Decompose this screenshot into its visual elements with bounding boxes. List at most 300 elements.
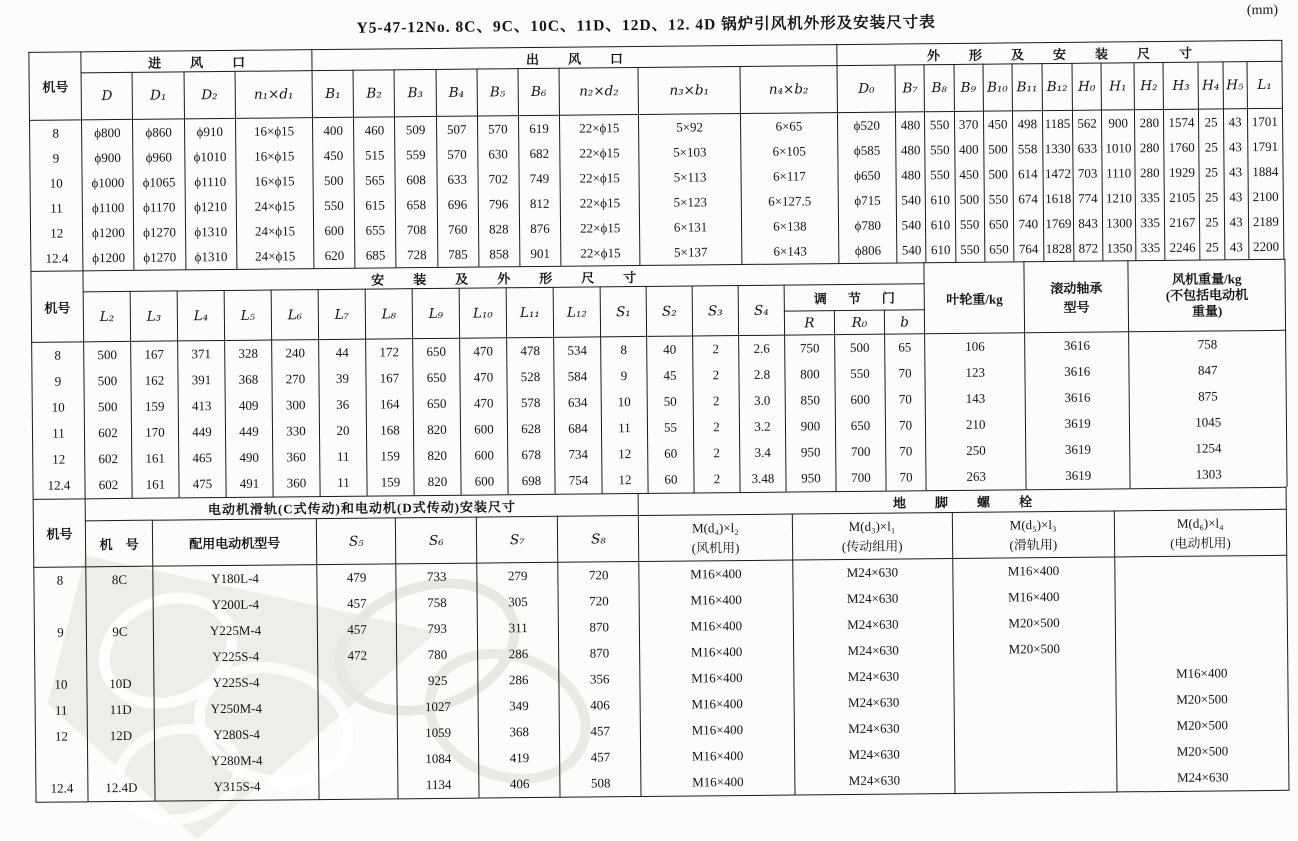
data-cell: 733 bbox=[396, 563, 477, 590]
data-cell: Y250M-4 bbox=[154, 695, 318, 723]
data-cell: 528 bbox=[507, 364, 554, 390]
data-cell: ϕ650 bbox=[838, 163, 896, 189]
data-cell: ϕ860 bbox=[133, 119, 184, 145]
data-cell: 12.4 bbox=[36, 775, 88, 802]
data-cell: 2100 bbox=[1248, 184, 1284, 209]
data-cell: M16×400 bbox=[641, 717, 794, 744]
data-cell: 123 bbox=[925, 359, 1025, 386]
data-cell: 3616 bbox=[1025, 332, 1129, 359]
data-cell: 498 bbox=[1012, 111, 1042, 137]
data-cell: 43 bbox=[1223, 159, 1247, 184]
data-cell: 450 bbox=[954, 162, 983, 187]
data-cell: 550 bbox=[835, 361, 885, 387]
data-cell: 1084 bbox=[398, 746, 479, 773]
data-cell: 1210 bbox=[1102, 185, 1135, 210]
data-cell: 24×ϕ15 bbox=[236, 243, 314, 269]
data-cell: 702 bbox=[478, 166, 519, 191]
data-cell: 2 bbox=[693, 388, 739, 414]
data-cell: 847 bbox=[1129, 357, 1286, 385]
data-cell: 3616 bbox=[1025, 384, 1129, 411]
data-cell: 550 bbox=[925, 162, 954, 187]
data-cell: 650 bbox=[835, 413, 885, 439]
data-cell bbox=[319, 746, 398, 773]
data-cell: 159 bbox=[367, 443, 414, 469]
data-cell: 12 bbox=[33, 446, 85, 472]
data-cell: M16×400 bbox=[1115, 660, 1288, 688]
data-cell: 728 bbox=[396, 242, 437, 267]
header-cell: D bbox=[81, 72, 133, 119]
data-cell: 843 bbox=[1073, 211, 1102, 236]
data-cell: 2167 bbox=[1165, 210, 1200, 235]
data-cell: 167 bbox=[131, 341, 178, 368]
data-cell: 1303 bbox=[1130, 461, 1287, 489]
data-cell: 270 bbox=[272, 366, 319, 392]
data-cell: 480 bbox=[896, 162, 925, 187]
header-cell: 进 风 口 bbox=[81, 50, 312, 73]
data-cell: 330 bbox=[272, 418, 319, 444]
data-cell: 478 bbox=[507, 337, 554, 364]
data-cell: 457 bbox=[317, 616, 396, 643]
data-cell: 760 bbox=[437, 217, 478, 242]
data-cell bbox=[954, 687, 1116, 715]
data-cell: 558 bbox=[1012, 136, 1042, 161]
data-cell: 10 bbox=[32, 394, 84, 420]
data-cell: ϕ1010 bbox=[184, 144, 235, 169]
data-cell: 167 bbox=[366, 365, 413, 391]
data-cell: 559 bbox=[395, 142, 436, 167]
header-cell: D₀ bbox=[837, 65, 896, 113]
header-cell: n₂×d₂ bbox=[559, 67, 639, 115]
data-cell: 25 bbox=[1199, 134, 1223, 159]
header-cell: M(d₆)×l₄ (电动机用) bbox=[1114, 509, 1287, 557]
data-cell: 600 bbox=[461, 468, 508, 494]
data-cell: 925 bbox=[397, 668, 478, 695]
data-cell: 650 bbox=[413, 365, 460, 391]
data-cell: 900 bbox=[1102, 110, 1135, 136]
data-cell: 1472 bbox=[1043, 161, 1073, 186]
data-cell: M24×630 bbox=[793, 663, 953, 691]
data-cell: 628 bbox=[507, 416, 554, 442]
header-cell: 机号 bbox=[33, 499, 86, 567]
header-cell: n₁×d₁ bbox=[235, 71, 313, 119]
data-cell: 5×113 bbox=[639, 164, 741, 190]
data-cell: 570 bbox=[477, 116, 518, 142]
data-cell: 43 bbox=[1223, 134, 1247, 159]
data-cell: 562 bbox=[1072, 110, 1101, 136]
data-cell: 633 bbox=[437, 167, 478, 192]
data-cell: 1059 bbox=[398, 720, 479, 747]
data-cell: 240 bbox=[272, 340, 319, 367]
data-cell: 2189 bbox=[1248, 209, 1284, 234]
data-cell: 785 bbox=[437, 242, 478, 267]
data-cell: 311 bbox=[478, 615, 559, 642]
header-cell: L₇ bbox=[318, 289, 365, 339]
header-cell: n₄×b₂ bbox=[740, 66, 838, 114]
data-cell: 11 bbox=[32, 420, 84, 446]
data-cell: 3619 bbox=[1026, 462, 1130, 489]
header-cell: 出 风 口 bbox=[312, 45, 837, 71]
data-cell: 12 bbox=[602, 467, 648, 493]
data-cell: 610 bbox=[926, 187, 955, 212]
header-cell: H₂ bbox=[1134, 62, 1164, 109]
data-cell: 620 bbox=[314, 243, 355, 268]
data-cell: 286 bbox=[478, 667, 559, 694]
data-cell: 335 bbox=[1136, 210, 1165, 235]
data-cell: 8 bbox=[601, 336, 647, 363]
header-cell: 机 号 bbox=[85, 520, 152, 567]
data-cell: 540 bbox=[897, 212, 926, 237]
header-cell: 配用电动机型号 bbox=[152, 519, 317, 567]
data-cell: M16×400 bbox=[640, 691, 793, 718]
table-title: Y5-47-12No. 8C、9C、10C、11D、12D、12. 4D 锅炉引风机外形及安装尺寸表 bbox=[356, 14, 936, 37]
data-cell: 413 bbox=[178, 393, 225, 419]
data-cell: 12 bbox=[35, 723, 87, 749]
data-cell: 633 bbox=[1073, 136, 1102, 161]
data-cell: ϕ1200 bbox=[83, 245, 134, 270]
header-cell: S₁ bbox=[600, 286, 646, 336]
data-cell: 3.48 bbox=[740, 466, 786, 492]
data-cell: 1701 bbox=[1247, 108, 1283, 134]
data-cell: 65 bbox=[885, 334, 925, 361]
data-cell: 210 bbox=[926, 411, 1026, 438]
data-cell: M20×500 bbox=[1116, 738, 1289, 766]
data-cell: M16×400 bbox=[953, 583, 1115, 611]
data-cell: 465 bbox=[179, 445, 226, 471]
data-cell: 602 bbox=[85, 472, 132, 498]
data-cell: 11 bbox=[30, 195, 82, 220]
data-cell: 1618 bbox=[1043, 186, 1073, 211]
data-cell: ϕ1000 bbox=[82, 170, 133, 195]
data-cell: 479 bbox=[317, 564, 396, 591]
data-cell: M16×400 bbox=[641, 743, 794, 770]
data-cell: 1350 bbox=[1103, 235, 1136, 260]
data-cell: 754 bbox=[555, 467, 602, 493]
data-cell: 610 bbox=[926, 212, 955, 237]
header-cell: M(d₄)×l₂ (风机用) bbox=[639, 514, 793, 561]
data-cell: 400 bbox=[313, 117, 354, 143]
data-cell: 43 bbox=[1224, 209, 1248, 234]
data-cell: 828 bbox=[478, 216, 519, 241]
header-cell: M(d₃)×l₁ (传动组用) bbox=[792, 513, 953, 561]
data-cell: 615 bbox=[354, 192, 395, 217]
data-cell: 630 bbox=[477, 141, 518, 166]
header-cell: S₄ bbox=[738, 285, 784, 335]
data-cell: 2 bbox=[694, 466, 740, 492]
data-cell: 650 bbox=[413, 338, 460, 365]
data-cell bbox=[318, 720, 397, 747]
data-cell: 3.2 bbox=[739, 414, 785, 440]
data-cell: 349 bbox=[478, 693, 559, 720]
data-cell: 750 bbox=[785, 335, 835, 362]
data-cell: 25 bbox=[1199, 159, 1223, 184]
header-cell: L₄ bbox=[177, 290, 224, 340]
data-cell: Y280S-4 bbox=[154, 721, 318, 749]
data-cell: 650 bbox=[984, 211, 1013, 236]
header-cell: D₁ bbox=[132, 72, 184, 119]
data-cell: 450 bbox=[983, 111, 1012, 137]
data-cell: 600 bbox=[314, 218, 355, 243]
header-cell: 机号 bbox=[29, 52, 82, 120]
data-cell: 24×ϕ15 bbox=[236, 218, 314, 244]
data-cell: ϕ1270 bbox=[134, 219, 185, 244]
data-cell: 758 bbox=[396, 590, 477, 617]
data-cell: 2200 bbox=[1248, 234, 1284, 259]
data-cell: 749 bbox=[519, 166, 560, 191]
data-cell: 1254 bbox=[1130, 435, 1287, 463]
data-cell: M24×630 bbox=[794, 767, 954, 795]
data-cell: 2.6 bbox=[739, 335, 785, 362]
data-cell: 3.0 bbox=[739, 388, 785, 414]
data-cell: 470 bbox=[460, 338, 507, 365]
data-cell: 25 bbox=[1200, 234, 1224, 259]
data-cell: Y315S-4 bbox=[155, 773, 319, 801]
data-cell: 550 bbox=[313, 193, 354, 218]
data-cell bbox=[954, 765, 1116, 793]
header-cell: B₃ bbox=[394, 69, 436, 116]
data-cell: ϕ1100 bbox=[82, 195, 133, 220]
data-cell: 12D bbox=[87, 723, 154, 750]
data-cell: ϕ800 bbox=[82, 119, 133, 145]
data-cell: M24×630 bbox=[792, 559, 952, 587]
data-cell: 2.8 bbox=[739, 362, 785, 388]
data-cell: 534 bbox=[554, 337, 601, 364]
data-cell: 540 bbox=[896, 187, 925, 212]
header-cell: b bbox=[884, 310, 924, 334]
header-cell: S₈ bbox=[558, 516, 640, 563]
header-cell: L₁ bbox=[1247, 61, 1283, 108]
data-cell: 950 bbox=[786, 439, 836, 465]
header-cell: L₆ bbox=[271, 290, 318, 340]
data-cell: 650 bbox=[413, 391, 460, 417]
data-cell: 10D bbox=[87, 671, 154, 698]
data-cell: 24×ϕ15 bbox=[236, 193, 314, 219]
data-cell bbox=[318, 694, 397, 721]
data-cell: 550 bbox=[955, 212, 984, 237]
data-cell: 10 bbox=[30, 170, 82, 195]
header-cell: B₇ bbox=[895, 65, 925, 112]
data-cell: 1574 bbox=[1164, 109, 1199, 135]
header-cell: n₃×b₁ bbox=[638, 67, 740, 115]
installation-outline-table bbox=[30, 259, 1287, 499]
data-cell: 12.4 bbox=[33, 472, 85, 498]
data-cell: 391 bbox=[178, 367, 225, 393]
data-cell: 44 bbox=[319, 339, 366, 366]
header-cell: R bbox=[784, 311, 834, 335]
data-cell: 419 bbox=[479, 745, 560, 772]
data-cell: ϕ780 bbox=[839, 213, 897, 239]
data-cell: Y200L-4 bbox=[153, 591, 317, 619]
motor-anchor-bolt-table bbox=[33, 487, 1290, 803]
header-cell: L₉ bbox=[412, 288, 459, 338]
data-cell: 400 bbox=[954, 137, 983, 162]
data-cell: M16×400 bbox=[952, 557, 1114, 585]
data-cell: 3.4 bbox=[740, 440, 786, 466]
header-cell: B₆ bbox=[518, 68, 560, 115]
header-cell: L₁₀ bbox=[459, 288, 506, 338]
data-cell: 475 bbox=[179, 471, 226, 497]
header-cell: M(d₅)×l₃ (滑轨用) bbox=[952, 511, 1115, 559]
data-cell: 1300 bbox=[1102, 210, 1135, 235]
data-cell: 409 bbox=[225, 393, 272, 419]
header-cell: L₁₂ bbox=[553, 287, 600, 337]
header-cell: B₄ bbox=[436, 69, 478, 116]
data-cell: 356 bbox=[559, 666, 640, 693]
data-cell: 368 bbox=[479, 719, 560, 746]
data-cell bbox=[1115, 634, 1288, 662]
header-cell: 电动机滑轨(C式传动)和电动机(D式传动)安装尺寸 bbox=[85, 494, 639, 521]
header-cell: H₃ bbox=[1163, 62, 1199, 109]
data-cell: 2 bbox=[693, 362, 739, 388]
data-cell: 10 bbox=[601, 389, 647, 415]
data-cell: 6×131 bbox=[640, 214, 742, 240]
data-cell: M20×500 bbox=[953, 609, 1115, 637]
data-cell: 449 bbox=[178, 419, 225, 445]
data-cell: 610 bbox=[926, 237, 955, 262]
data-cell: 950 bbox=[786, 465, 836, 491]
data-cell: 500 bbox=[984, 161, 1013, 186]
data-cell: 500 bbox=[983, 136, 1012, 161]
data-cell: 1110 bbox=[1102, 160, 1135, 185]
data-cell: 172 bbox=[366, 339, 413, 366]
header-cell: 安 装 及 外 形 尺 寸 bbox=[83, 263, 924, 292]
data-cell: 2246 bbox=[1165, 235, 1200, 260]
data-cell: 449 bbox=[225, 419, 272, 445]
data-cell: 740 bbox=[1013, 211, 1043, 236]
data-cell: 106 bbox=[925, 333, 1025, 360]
data-cell: 360 bbox=[273, 470, 320, 496]
header-cell: B₁ bbox=[312, 70, 354, 117]
data-cell: 25 bbox=[1200, 184, 1224, 209]
header-cell: L₈ bbox=[365, 289, 412, 339]
data-cell bbox=[953, 661, 1115, 689]
data-cell: 16×ϕ15 bbox=[236, 168, 314, 194]
data-cell: ϕ1210 bbox=[185, 194, 236, 219]
data-cell: 800 bbox=[785, 361, 835, 387]
data-cell: 11 bbox=[320, 470, 367, 496]
data-cell: 50 bbox=[647, 388, 693, 414]
data-cell: 655 bbox=[355, 217, 396, 242]
data-cell: 279 bbox=[477, 562, 558, 589]
data-cell bbox=[1115, 582, 1288, 610]
data-cell: 300 bbox=[272, 392, 319, 418]
data-cell: 480 bbox=[896, 112, 925, 138]
data-cell: ϕ1200 bbox=[83, 220, 134, 245]
data-cell bbox=[954, 713, 1116, 741]
header-cell: D₂ bbox=[184, 71, 236, 118]
data-cell: 820 bbox=[413, 417, 460, 443]
data-cell: M16×400 bbox=[639, 587, 792, 614]
data-cell: 900 bbox=[785, 413, 835, 439]
data-cell: ϕ806 bbox=[839, 238, 897, 264]
data-cell: 500 bbox=[835, 334, 885, 361]
header-cell: 风机重量/kg (不包括电动机 重量) bbox=[1128, 259, 1286, 332]
data-cell: 5×92 bbox=[639, 114, 741, 140]
data-cell: 25 bbox=[1199, 109, 1223, 135]
data-cell: 812 bbox=[519, 191, 560, 216]
data-cell: ϕ910 bbox=[184, 118, 235, 144]
data-cell: 480 bbox=[896, 137, 925, 162]
header-cell: B₅ bbox=[477, 69, 519, 116]
data-cell: M20×500 bbox=[1116, 686, 1289, 714]
data-cell: M20×500 bbox=[953, 635, 1115, 663]
header-cell: L₂ bbox=[83, 291, 130, 341]
header-cell: B₁₁ bbox=[1012, 64, 1043, 111]
data-cell: ϕ1270 bbox=[134, 244, 185, 269]
data-cell: 491 bbox=[226, 471, 273, 497]
data-cell: 170 bbox=[131, 419, 178, 445]
data-cell: 6×65 bbox=[740, 113, 838, 139]
data-cell: 550 bbox=[984, 186, 1013, 211]
data-cell: 70 bbox=[885, 386, 925, 412]
data-cell: 500 bbox=[84, 394, 131, 420]
data-cell: 11D bbox=[87, 697, 154, 724]
data-cell: 457 bbox=[560, 744, 641, 771]
data-cell: ϕ1310 bbox=[185, 219, 236, 244]
header-cell: 外 形 及 安 装 尺 寸 bbox=[837, 40, 1282, 65]
data-cell: 1045 bbox=[1130, 409, 1287, 437]
data-cell: 700 bbox=[836, 439, 886, 465]
data-cell: 12.4 bbox=[31, 245, 83, 270]
data-cell: 10 bbox=[35, 671, 87, 697]
data-cell: Y180L-4 bbox=[153, 565, 317, 593]
data-cell: M24×630 bbox=[793, 585, 953, 613]
data-cell: 11 bbox=[320, 444, 367, 470]
header-cell: 地 脚 螺 栓 bbox=[639, 487, 1287, 515]
header-cell: B₂ bbox=[353, 70, 395, 117]
data-cell: 22×ϕ15 bbox=[561, 240, 641, 266]
data-cell: 1884 bbox=[1248, 159, 1284, 184]
data-cell: 684 bbox=[554, 415, 601, 441]
data-cell: 8 bbox=[34, 567, 86, 594]
data-cell: 901 bbox=[520, 241, 561, 266]
data-cell: 5×123 bbox=[640, 189, 742, 215]
data-cell: 600 bbox=[835, 387, 885, 413]
data-cell: 368 bbox=[225, 367, 272, 393]
header-cell: L₁₁ bbox=[506, 287, 553, 337]
data-cell: M16×400 bbox=[640, 613, 793, 640]
header-cell: H₄ bbox=[1198, 62, 1223, 109]
data-cell: M24×630 bbox=[794, 741, 954, 769]
data-cell bbox=[954, 739, 1116, 767]
data-cell: ϕ900 bbox=[82, 145, 133, 170]
data-cell: 1027 bbox=[397, 694, 478, 721]
header-cell: S₆ bbox=[396, 517, 477, 564]
data-cell: 658 bbox=[396, 192, 437, 217]
data-cell: 3619 bbox=[1026, 436, 1130, 463]
data-cell: 159 bbox=[131, 393, 178, 419]
data-cell: 1010 bbox=[1102, 135, 1135, 160]
header-cell: B₉ bbox=[954, 64, 984, 111]
data-cell: 164 bbox=[366, 391, 413, 417]
data-cell: 70 bbox=[885, 412, 925, 438]
data-cell: 1791 bbox=[1247, 134, 1283, 159]
data-cell: 500 bbox=[313, 168, 354, 193]
header-cell: R₀ bbox=[834, 310, 884, 334]
data-cell: M24×630 bbox=[794, 689, 954, 717]
data-cell: 796 bbox=[478, 191, 519, 216]
data-cell: 872 bbox=[1074, 236, 1103, 261]
data-cell: Y280M-4 bbox=[155, 747, 319, 775]
data-cell: 550 bbox=[925, 137, 954, 162]
data-cell bbox=[87, 645, 154, 672]
data-cell: Y225M-4 bbox=[153, 617, 317, 645]
header-cell: S₅ bbox=[317, 518, 396, 565]
header-cell: 滚动轴承 型号 bbox=[1024, 261, 1129, 333]
data-cell: 500 bbox=[84, 368, 131, 394]
data-cell: 43 bbox=[1224, 234, 1248, 259]
data-cell: 286 bbox=[478, 641, 559, 668]
data-cell: 6×105 bbox=[740, 138, 838, 164]
